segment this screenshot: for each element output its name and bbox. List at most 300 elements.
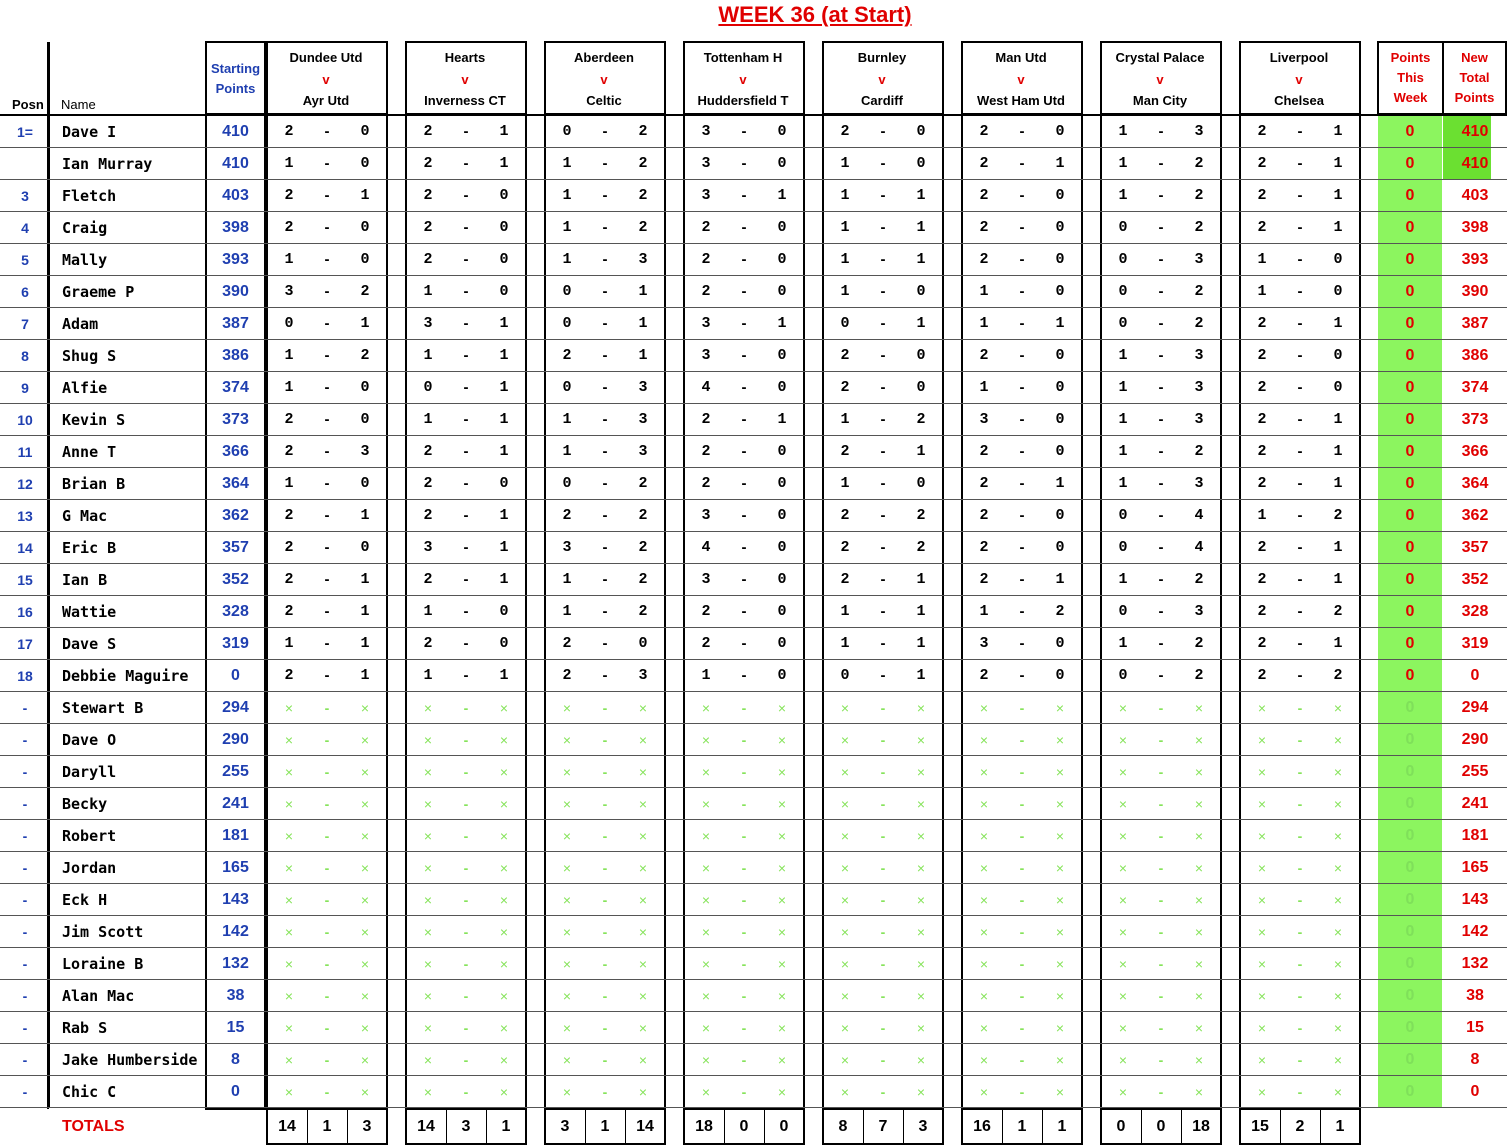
- home-score-prediction: 2: [1257, 187, 1267, 204]
- no-prediction-mark: ×: [1118, 700, 1128, 716]
- score-separator: -: [1297, 539, 1303, 556]
- no-prediction-mark: ×: [499, 828, 509, 844]
- away-score-prediction: 2: [916, 411, 926, 428]
- away-score-prediction: 2: [360, 283, 370, 300]
- no-prediction-mark: ×: [701, 924, 711, 940]
- home-score-prediction: 2: [979, 443, 989, 460]
- player-position: -: [22, 924, 28, 940]
- home-score-prediction: 1: [1118, 123, 1128, 140]
- home-score-prediction: 2: [1257, 411, 1267, 428]
- away-score-prediction: 1: [360, 315, 370, 332]
- home-score-prediction: 2: [423, 571, 433, 588]
- score-separator: -: [602, 251, 608, 268]
- points-this-week: 0: [1405, 795, 1415, 812]
- no-prediction-mark: ×: [360, 1052, 370, 1068]
- player-name: Ian Murray: [62, 155, 153, 173]
- score-separator: -: [1019, 443, 1025, 460]
- points-this-week: 0: [1405, 251, 1415, 268]
- score-separator: -: [463, 860, 469, 876]
- score-separator: -: [463, 1052, 469, 1068]
- score-separator: -: [463, 347, 469, 364]
- home-score-prediction: 4: [701, 379, 711, 396]
- away-score-prediction: 1: [638, 283, 648, 300]
- score-separator: -: [1158, 411, 1164, 428]
- score-separator: -: [1297, 411, 1303, 428]
- no-prediction-mark: ×: [1055, 924, 1065, 940]
- away-score-prediction: 1: [1333, 187, 1343, 204]
- home-score-prediction: 3: [562, 539, 572, 556]
- away-score-prediction: 0: [777, 219, 787, 236]
- home-score-prediction: 2: [979, 123, 989, 140]
- score-separator: -: [324, 892, 330, 908]
- score-separator: -: [1019, 411, 1025, 428]
- score-separator: -: [1019, 1052, 1025, 1068]
- score-separator: -: [324, 411, 330, 428]
- no-prediction-mark: ×: [1118, 988, 1128, 1004]
- no-prediction-mark: ×: [1055, 1084, 1065, 1100]
- player-name: Jordan: [62, 859, 117, 877]
- starting-points: 290: [222, 731, 249, 748]
- home-score-prediction: 0: [562, 315, 572, 332]
- home-score-prediction: 2: [840, 571, 850, 588]
- home-score-prediction: 2: [979, 155, 989, 172]
- points-this-week: 0: [1405, 827, 1415, 844]
- home-score-prediction: 2: [701, 283, 711, 300]
- no-prediction-mark: ×: [284, 892, 294, 908]
- away-score-prediction: 0: [1055, 507, 1065, 524]
- away-score-prediction: 0: [777, 283, 787, 300]
- player-name: Adam: [62, 315, 99, 333]
- no-prediction-mark: ×: [840, 1052, 850, 1068]
- score-separator: -: [741, 860, 747, 876]
- away-score-prediction: 2: [638, 507, 648, 524]
- score-separator: -: [1297, 155, 1303, 172]
- away-score-prediction: 3: [1194, 411, 1204, 428]
- home-score-prediction: 2: [1257, 635, 1267, 652]
- home-score-prediction: 1: [1257, 283, 1267, 300]
- no-prediction-mark: ×: [499, 924, 509, 940]
- no-prediction-mark: ×: [916, 956, 926, 972]
- score-separator: -: [741, 1084, 747, 1100]
- score-separator: -: [741, 155, 747, 172]
- player-position: 14: [17, 540, 33, 556]
- score-separator: -: [463, 219, 469, 236]
- score-separator: -: [1297, 603, 1303, 620]
- home-score-prediction: 2: [562, 635, 572, 652]
- score-separator: -: [741, 251, 747, 268]
- no-prediction-mark: ×: [562, 924, 572, 940]
- player-name: Dave S: [62, 635, 117, 653]
- starting-points: 38: [226, 987, 245, 1004]
- away-score-prediction: 0: [916, 283, 926, 300]
- away-score-prediction: 2: [638, 155, 648, 172]
- home-score-prediction: 2: [701, 443, 711, 460]
- points-this-week: 0: [1405, 475, 1415, 492]
- no-prediction-mark: ×: [1118, 796, 1128, 812]
- no-prediction-mark: ×: [638, 1020, 648, 1036]
- score-separator: -: [602, 1020, 608, 1036]
- score-separator: -: [324, 507, 330, 524]
- no-prediction-mark: ×: [1118, 1084, 1128, 1100]
- home-score-prediction: 2: [284, 219, 294, 236]
- points-this-week: 0: [1405, 987, 1415, 1004]
- home-score-prediction: 1: [1118, 379, 1128, 396]
- home-score-prediction: 2: [423, 635, 433, 652]
- away-score-prediction: 1: [1333, 443, 1343, 460]
- score-separator: -: [1019, 347, 1025, 364]
- no-prediction-mark: ×: [499, 860, 509, 876]
- player-position: 13: [17, 508, 33, 524]
- score-separator: -: [741, 667, 747, 684]
- starting-points: 294: [222, 699, 249, 716]
- no-prediction-mark: ×: [1194, 700, 1204, 716]
- away-score-prediction: 1: [499, 443, 509, 460]
- away-score-prediction: 1: [360, 187, 370, 204]
- new-total-points: 387: [1461, 315, 1489, 332]
- score-separator: -: [1019, 667, 1025, 684]
- no-prediction-mark: ×: [423, 732, 433, 748]
- score-separator: -: [463, 443, 469, 460]
- starting-points: 352: [222, 571, 249, 588]
- no-prediction-mark: ×: [562, 988, 572, 1004]
- score-separator: -: [741, 123, 747, 140]
- score-separator: -: [463, 828, 469, 844]
- home-score-prediction: 1: [979, 603, 989, 620]
- away-score-prediction: 1: [360, 571, 370, 588]
- home-score-prediction: 1: [979, 379, 989, 396]
- player-name: Mally: [62, 251, 108, 269]
- points-this-week-header: Points: [1390, 50, 1431, 65]
- home-score-prediction: 1: [423, 347, 433, 364]
- away-score-prediction: 2: [1055, 603, 1065, 620]
- score-separator: -: [880, 796, 886, 812]
- away-score-prediction: 1: [777, 187, 787, 204]
- points-this-week: 0: [1405, 539, 1415, 556]
- score-separator: -: [1297, 571, 1303, 588]
- score-separator: -: [1297, 1020, 1303, 1036]
- score-separator: -: [741, 571, 747, 588]
- match-home-team: Liverpool: [1269, 50, 1329, 65]
- home-score-prediction: 1: [423, 667, 433, 684]
- score-separator: -: [602, 924, 608, 940]
- score-separator: -: [880, 892, 886, 908]
- player-name: Graeme P: [62, 283, 135, 301]
- match-total: 0: [779, 1118, 789, 1135]
- player-position: 8: [21, 348, 29, 364]
- score-separator: -: [602, 635, 608, 652]
- score-separator: -: [880, 988, 886, 1004]
- no-prediction-mark: ×: [360, 956, 370, 972]
- no-prediction-mark: ×: [284, 924, 294, 940]
- score-separator: -: [1158, 507, 1164, 524]
- no-prediction-mark: ×: [1257, 860, 1267, 876]
- no-prediction-mark: ×: [499, 732, 509, 748]
- no-prediction-mark: ×: [840, 1020, 850, 1036]
- away-score-prediction: 0: [777, 603, 787, 620]
- no-prediction-mark: ×: [979, 1020, 989, 1036]
- home-score-prediction: 0: [1118, 603, 1128, 620]
- no-prediction-mark: ×: [1333, 828, 1343, 844]
- away-score-prediction: 2: [1194, 443, 1204, 460]
- no-prediction-mark: ×: [1194, 1084, 1204, 1100]
- score-separator: -: [880, 219, 886, 236]
- away-score-prediction: 1: [360, 635, 370, 652]
- points-this-week-header: Week: [1393, 90, 1428, 105]
- home-score-prediction: 1: [1118, 571, 1128, 588]
- starting-points: 0: [231, 667, 240, 684]
- score-separator: -: [1158, 1052, 1164, 1068]
- player-name: Eck H: [62, 891, 108, 909]
- score-separator: -: [741, 347, 747, 364]
- away-score-prediction: 0: [777, 475, 787, 492]
- away-score-prediction: 1: [360, 667, 370, 684]
- starting-points: 143: [222, 891, 249, 908]
- totals-divider: [347, 1110, 348, 1145]
- away-score-prediction: 1: [499, 411, 509, 428]
- match-versus: v: [600, 72, 608, 87]
- score-separator: -: [1158, 1020, 1164, 1036]
- home-score-prediction: 1: [284, 251, 294, 268]
- away-score-prediction: 0: [777, 667, 787, 684]
- home-score-prediction: 1: [284, 635, 294, 652]
- player-name: Stewart B: [62, 699, 144, 717]
- home-score-prediction: 0: [1118, 251, 1128, 268]
- score-separator: -: [463, 892, 469, 908]
- home-score-prediction: 3: [284, 283, 294, 300]
- match-home-team: Dundee Utd: [289, 50, 363, 65]
- score-separator: -: [880, 443, 886, 460]
- new-total-points: 386: [1461, 347, 1489, 364]
- no-prediction-mark: ×: [1257, 764, 1267, 780]
- totals-divider: [625, 1110, 626, 1145]
- match-total: 1: [501, 1118, 511, 1135]
- totals-divider: [585, 1110, 586, 1145]
- home-score-prediction: 1: [1118, 155, 1128, 172]
- player-position: 4: [21, 220, 29, 236]
- score-separator: -: [602, 443, 608, 460]
- points-this-week: 0: [1405, 635, 1415, 652]
- away-score-prediction: 2: [638, 603, 648, 620]
- home-score-prediction: 1: [562, 187, 572, 204]
- away-score-prediction: 1: [1333, 219, 1343, 236]
- no-prediction-mark: ×: [1257, 796, 1267, 812]
- starting-points: 8: [231, 1051, 240, 1068]
- home-score-prediction: 2: [979, 667, 989, 684]
- match-versus: v: [739, 72, 747, 87]
- no-prediction-mark: ×: [638, 828, 648, 844]
- match-home-team: Crystal Palace: [1115, 50, 1205, 65]
- starting-points: 241: [222, 795, 249, 812]
- away-score-prediction: 0: [777, 155, 787, 172]
- starting-points: 398: [222, 219, 249, 236]
- score-separator: -: [463, 1020, 469, 1036]
- away-score-prediction: 0: [1055, 187, 1065, 204]
- home-score-prediction: 1: [423, 283, 433, 300]
- home-score-prediction: 1: [1118, 635, 1128, 652]
- new-total-points: 410: [1461, 123, 1489, 140]
- home-score-prediction: 2: [562, 347, 572, 364]
- no-prediction-mark: ×: [284, 700, 294, 716]
- match-away-team: Huddersfield T: [697, 93, 789, 108]
- away-score-prediction: 0: [1055, 347, 1065, 364]
- new-total-points: 352: [1461, 571, 1489, 588]
- away-score-prediction: 0: [360, 475, 370, 492]
- score-separator: -: [1019, 475, 1025, 492]
- no-prediction-mark: ×: [1333, 1084, 1343, 1100]
- totals-divider: [486, 1110, 487, 1145]
- match-away-team: Cardiff: [861, 93, 903, 108]
- home-score-prediction: 2: [1257, 443, 1267, 460]
- score-separator: -: [324, 828, 330, 844]
- new-total-points: 142: [1461, 923, 1489, 940]
- starting-points: 390: [222, 283, 249, 300]
- player-name: Alfie: [62, 379, 108, 397]
- no-prediction-mark: ×: [840, 732, 850, 748]
- home-score-prediction: 3: [979, 411, 989, 428]
- no-prediction-mark: ×: [1055, 700, 1065, 716]
- player-position: -: [22, 796, 28, 812]
- player-name: Rab S: [62, 1019, 108, 1037]
- score-separator: -: [741, 379, 747, 396]
- away-score-prediction: 0: [916, 347, 926, 364]
- no-prediction-mark: ×: [840, 796, 850, 812]
- score-separator: -: [880, 379, 886, 396]
- no-prediction-mark: ×: [499, 1020, 509, 1036]
- new-total-points: 364: [1461, 475, 1489, 492]
- no-prediction-mark: ×: [423, 764, 433, 780]
- player-position: 7: [21, 316, 29, 332]
- totals-label: TOTALS: [62, 1118, 125, 1135]
- points-this-week: 0: [1405, 123, 1415, 140]
- no-prediction-mark: ×: [499, 796, 509, 812]
- player-position: 11: [17, 444, 33, 460]
- away-score-prediction: 0: [638, 635, 648, 652]
- no-prediction-mark: ×: [284, 860, 294, 876]
- score-separator: -: [1297, 347, 1303, 364]
- match-total: 3: [362, 1118, 372, 1135]
- no-prediction-mark: ×: [562, 796, 572, 812]
- score-separator: -: [463, 283, 469, 300]
- no-prediction-mark: ×: [360, 732, 370, 748]
- home-score-prediction: 1: [701, 667, 711, 684]
- player-position: 10: [17, 412, 33, 428]
- home-score-prediction: 2: [1257, 315, 1267, 332]
- home-score-prediction: 2: [979, 347, 989, 364]
- score-separator: -: [1297, 988, 1303, 1004]
- no-prediction-mark: ×: [916, 892, 926, 908]
- totals-divider: [724, 1110, 725, 1145]
- home-score-prediction: 2: [979, 475, 989, 492]
- score-separator: -: [880, 732, 886, 748]
- away-score-prediction: 3: [1194, 347, 1204, 364]
- no-prediction-mark: ×: [423, 1052, 433, 1068]
- points-this-week: 0: [1405, 571, 1415, 588]
- away-score-prediction: 1: [1055, 155, 1065, 172]
- score-separator: -: [1158, 347, 1164, 364]
- no-prediction-mark: ×: [423, 860, 433, 876]
- away-score-prediction: 3: [1194, 475, 1204, 492]
- away-score-prediction: 1: [499, 539, 509, 556]
- score-separator: -: [1158, 539, 1164, 556]
- new-total-points: 294: [1461, 699, 1489, 716]
- no-prediction-mark: ×: [638, 988, 648, 1004]
- points-this-week: 0: [1405, 187, 1415, 204]
- totals-divider: [1042, 1110, 1043, 1145]
- no-prediction-mark: ×: [1194, 1020, 1204, 1036]
- no-prediction-mark: ×: [777, 924, 787, 940]
- away-score-prediction: 1: [777, 315, 787, 332]
- new-total-points: 255: [1461, 763, 1489, 780]
- no-prediction-mark: ×: [840, 924, 850, 940]
- away-score-prediction: 0: [360, 379, 370, 396]
- score-separator: -: [1297, 187, 1303, 204]
- score-separator: -: [324, 924, 330, 940]
- totals-divider: [446, 1110, 447, 1145]
- no-prediction-mark: ×: [499, 700, 509, 716]
- away-score-prediction: 1: [1333, 635, 1343, 652]
- home-score-prediction: 1: [840, 283, 850, 300]
- no-prediction-mark: ×: [1333, 796, 1343, 812]
- no-prediction-mark: ×: [777, 764, 787, 780]
- no-prediction-mark: ×: [701, 956, 711, 972]
- home-score-prediction: 0: [1118, 283, 1128, 300]
- starting-points: 357: [222, 539, 249, 556]
- away-score-prediction: 2: [1333, 507, 1343, 524]
- score-separator: -: [324, 571, 330, 588]
- home-score-prediction: 2: [840, 507, 850, 524]
- score-separator: -: [1158, 1084, 1164, 1100]
- away-score-prediction: 0: [777, 571, 787, 588]
- starting-points: 328: [222, 603, 249, 620]
- home-score-prediction: 2: [562, 507, 572, 524]
- points-this-week: 0: [1405, 699, 1415, 716]
- score-separator: -: [463, 123, 469, 140]
- no-prediction-mark: ×: [1257, 828, 1267, 844]
- no-prediction-mark: ×: [284, 988, 294, 1004]
- match-total: 0: [739, 1118, 749, 1135]
- score-separator: -: [463, 700, 469, 716]
- home-score-prediction: 1: [284, 347, 294, 364]
- no-prediction-mark: ×: [1194, 924, 1204, 940]
- no-prediction-mark: ×: [499, 956, 509, 972]
- match-total: 16: [973, 1118, 991, 1135]
- totals-divider: [307, 1110, 308, 1145]
- score-separator: -: [324, 187, 330, 204]
- new-total-points: 165: [1461, 859, 1489, 876]
- score-separator: -: [1297, 1052, 1303, 1068]
- starting-points-header: Starting: [210, 61, 261, 76]
- no-prediction-mark: ×: [562, 1052, 572, 1068]
- no-prediction-mark: ×: [1118, 1020, 1128, 1036]
- player-position: -: [22, 1020, 28, 1036]
- no-prediction-mark: ×: [840, 956, 850, 972]
- no-prediction-mark: ×: [1055, 828, 1065, 844]
- score-separator: -: [1297, 219, 1303, 236]
- score-separator: -: [880, 635, 886, 652]
- score-separator: -: [324, 603, 330, 620]
- score-separator: -: [1158, 956, 1164, 972]
- match-versus: v: [1295, 72, 1303, 87]
- away-score-prediction: 2: [1194, 283, 1204, 300]
- score-separator: -: [463, 1084, 469, 1100]
- away-score-prediction: 0: [499, 603, 509, 620]
- score-separator: -: [1019, 315, 1025, 332]
- no-prediction-mark: ×: [1055, 892, 1065, 908]
- player-position: -: [22, 1052, 28, 1068]
- score-separator: -: [463, 956, 469, 972]
- new-total-points: 357: [1461, 539, 1489, 556]
- home-score-prediction: 2: [840, 443, 850, 460]
